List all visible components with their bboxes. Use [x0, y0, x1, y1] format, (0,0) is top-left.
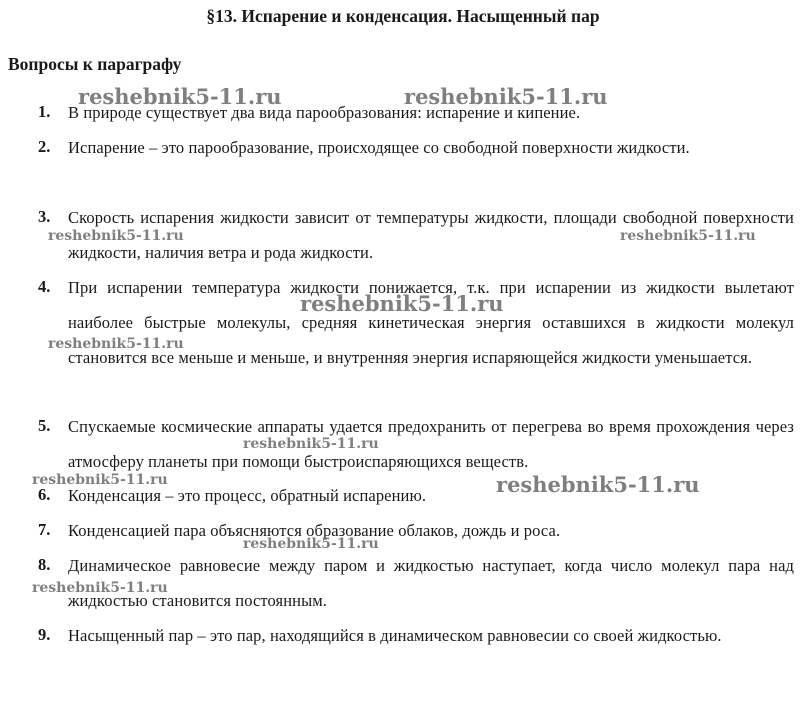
item-number: 7. — [38, 520, 51, 539]
page-title: §13. Испарение и конденсация. Насыщенный пар — [206, 6, 600, 26]
watermark: reshebnik5-11.ru — [243, 536, 379, 552]
item-number: 1. — [38, 102, 51, 121]
watermark: reshebnik5-11.ru — [78, 84, 282, 109]
item-text: Насыщенный пар – это пар, находящийся в динамическом равновесии со своей жидкостью. — [68, 626, 722, 645]
watermark: reshebnik5-11.ru — [300, 291, 504, 316]
item-number: 9. — [38, 625, 51, 644]
watermark: reshebnik5-11.ru — [32, 472, 168, 488]
item-text: Конденсация – это процесс, обратный испарению. — [68, 486, 427, 505]
item-number: 8. — [38, 555, 51, 574]
item-number: 3. — [38, 207, 51, 226]
item-text: Динамическое равновесие между паром и жидкостью наступает, когда число молекул пара над жидкостью становится постоянным. — [68, 556, 794, 610]
item-text: Скорость испарения жидкости зависит от температуры жидкости, площади свободной поверхности жидкости, наличия ветра и рода жидкости. — [68, 208, 794, 262]
watermark: reshebnik5-11.ru — [48, 336, 184, 352]
section-subtitle: Вопросы к параграфу — [8, 54, 182, 74]
item-number: 4. — [38, 277, 51, 296]
item-number: 2. — [38, 137, 51, 156]
watermark: reshebnik5-11.ru — [243, 436, 379, 452]
item-text: Испарение – это парообразование, происходящее со свободной поверхности жидкости. — [68, 138, 690, 157]
item-text: Конденсацией пара объясняются образование облаков, дождь и роса. — [68, 521, 561, 540]
watermark: reshebnik5-11.ru — [404, 84, 608, 109]
item-text: В природе существует два вида парообразования: испарение и кипение. — [68, 103, 581, 122]
watermark: reshebnik5-11.ru — [620, 228, 756, 244]
item-number: 5. — [38, 416, 51, 435]
watermark: reshebnik5-11.ru — [32, 580, 168, 596]
watermark: reshebnik5-11.ru — [496, 472, 700, 497]
item-text: При испарении температура жидкости понижается, т.к. при испарении из жидкости вылетают наиболее быстрые молекулы, средняя кинетическая энергия оставшихся в жидкости молекул становится все меньше и меньше, и внутренняя энергия испаряющейся жидкости уменьшается. — [68, 278, 794, 367]
item-number: 6. — [38, 485, 51, 504]
watermark: reshebnik5-11.ru — [48, 228, 184, 244]
item-text: Спускаемые космические аппараты удается предохранить от перегрева во время прохождения через атмосферу планеты при помощи быстроиспаряющихся веществ. — [68, 417, 794, 471]
